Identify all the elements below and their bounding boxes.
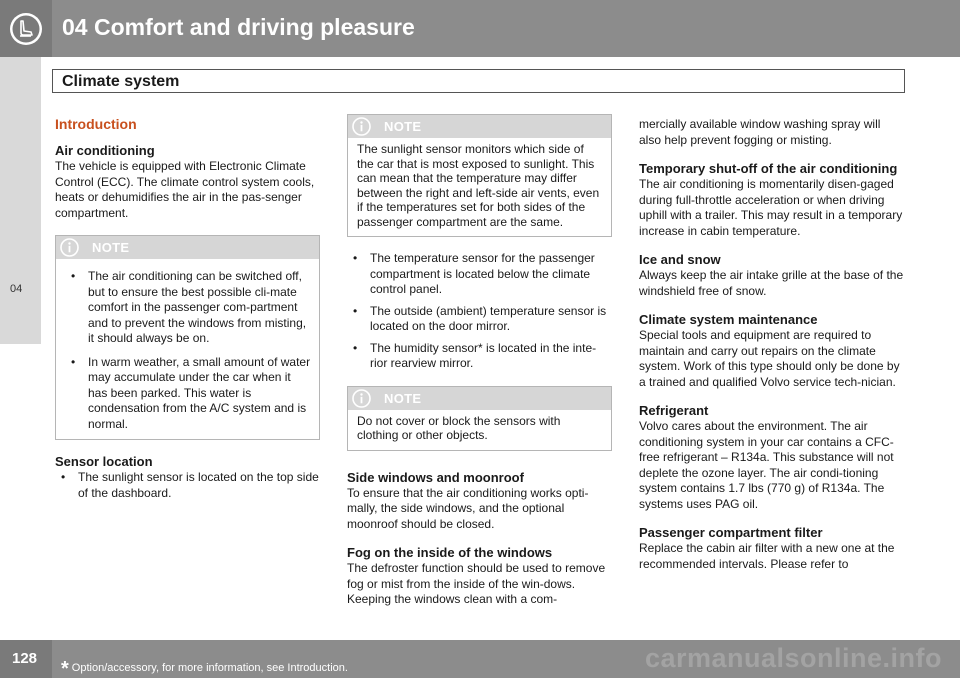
windows-text: To ensure that the air conditioning works opti-mally, the side windows, and the optional moonroof should be closed.	[347, 485, 589, 531]
shutoff-text: The air conditioning is momentarily disen-gaged during full-throttle acceleration or when driving uphill with a trailer. This may result in a temporary increase in cabin temperature.	[639, 177, 903, 238]
sensor-heading: Sensor location	[55, 454, 153, 469]
refrigerant-text: Volvo cares about the environment. The air conditioning system in your car contains a CFC-free refrigerant – R134a. This substance will not deplete the ozone layer. The air condi-tioning system contains 1.7 lbs (770 g) of R134a. The systems uses PAG oil.	[639, 419, 894, 511]
note-header	[348, 387, 611, 410]
ice-text: Always keep the air intake grille at the base of the windshield free of snow.	[639, 268, 904, 298]
info-icon	[352, 389, 371, 408]
info-icon	[352, 117, 371, 136]
note-text: Do not cover or block the sensors with clothing or other objects.	[357, 413, 561, 442]
filter-text: Replace the cabin air filter with a new one at the recommended intervals. Please refer to	[639, 541, 895, 571]
maintenance-heading: Climate system maintenance	[639, 312, 818, 327]
section-title: Climate system	[62, 73, 180, 90]
note-body	[56, 259, 319, 439]
windows-heading: Side windows and moonroof	[347, 469, 524, 485]
list-item: • The air conditioning can be switched off, but to ensure the best possible cli-mate comfort in the passenger com-partment and to prevent the windows from misting, it should always be on.	[71, 269, 307, 345]
list-item: • The humidity sensor* is located in the inte-rior rearview mirror.	[353, 340, 597, 370]
note-bullet-list	[65, 269, 311, 432]
note-box	[347, 114, 612, 237]
list-item: • The outside (ambient) temperature sensor is located on the door mirror.	[353, 303, 607, 333]
note-box	[55, 235, 320, 440]
note-text: The sunlight sensor monitors which side of the car that is most exposed to sunlight. This can mean that the temperature may differ between the right and left-side air vents, even if the temperatures set for both sides of the passenger compartment are the same.	[357, 142, 600, 229]
footnote	[61, 654, 348, 677]
shutoff-heading: Temporary shut-off of the air conditioning	[639, 161, 898, 176]
footnote-star: *	[61, 658, 69, 678]
list-item: • The temperature sensor for the passenger compartment is located below the climate control panel.	[353, 251, 595, 296]
section-bar	[52, 69, 905, 93]
footer-page-box	[0, 640, 52, 678]
sensor-bullet-list	[55, 470, 320, 501]
seat-icon	[9, 12, 43, 46]
list-item: • In warm weather, a small amount of water may accumulate under the car when it has been parked. This water is condensation from the A/C system and is normal.	[71, 354, 311, 431]
note-header	[56, 236, 319, 259]
page-footer	[0, 640, 960, 678]
column-1	[55, 112, 320, 501]
fog-text-continued: mercially available window washing spray will also help prevent fogging or misting.	[639, 117, 881, 147]
fog-text: The defroster function should be used to remove fog or mist from the inside of the win-dows. Keeping the windows clean with a com-	[347, 561, 606, 606]
info-icon	[60, 238, 79, 257]
header-icon-box	[0, 0, 52, 57]
intro-title: Introduction	[55, 116, 137, 132]
ac-text: The vehicle is equipped with Electronic Climate Control (ECC). The climate control system cools, heats or dehumidifies the air in the pas-senger compartment.	[55, 159, 315, 220]
sensor-bullet-list	[347, 251, 612, 372]
note-label: NOTE	[384, 119, 422, 134]
chapter-tab	[0, 57, 41, 344]
maintenance-text: Special tools and equipment are required to maintain and carry out repairs on the climate system. Work of this type should only be done by a trained and qualified Volvo service tech-nician.	[639, 328, 900, 389]
watermark: carmanualsonline.info	[644, 643, 942, 673]
chapter-header	[0, 0, 960, 57]
footnote-text: Option/accessory, for more information, see Introduction.	[71, 662, 348, 674]
list-item: • The sunlight sensor is located on the top side of the dashboard.	[61, 470, 319, 500]
filter-heading: Passenger compartment filter	[639, 525, 823, 540]
column-2	[347, 114, 612, 608]
ac-heading: Air conditioning	[55, 143, 155, 158]
note-label: NOTE	[384, 390, 422, 406]
note-box	[347, 386, 612, 451]
chapter-number: 04	[10, 283, 23, 295]
note-label: NOTE	[92, 240, 130, 255]
ice-heading: Ice and snow	[639, 252, 721, 267]
column-3	[639, 117, 904, 572]
chapter-title: 04 Comfort and driving pleasure	[62, 14, 415, 40]
note-body	[348, 138, 611, 236]
fog-heading: Fog on the inside of the windows	[347, 545, 553, 560]
note-body	[348, 410, 611, 450]
note-header	[348, 115, 611, 138]
page-number: 128	[12, 650, 38, 667]
refrigerant-heading: Refrigerant	[639, 403, 709, 418]
